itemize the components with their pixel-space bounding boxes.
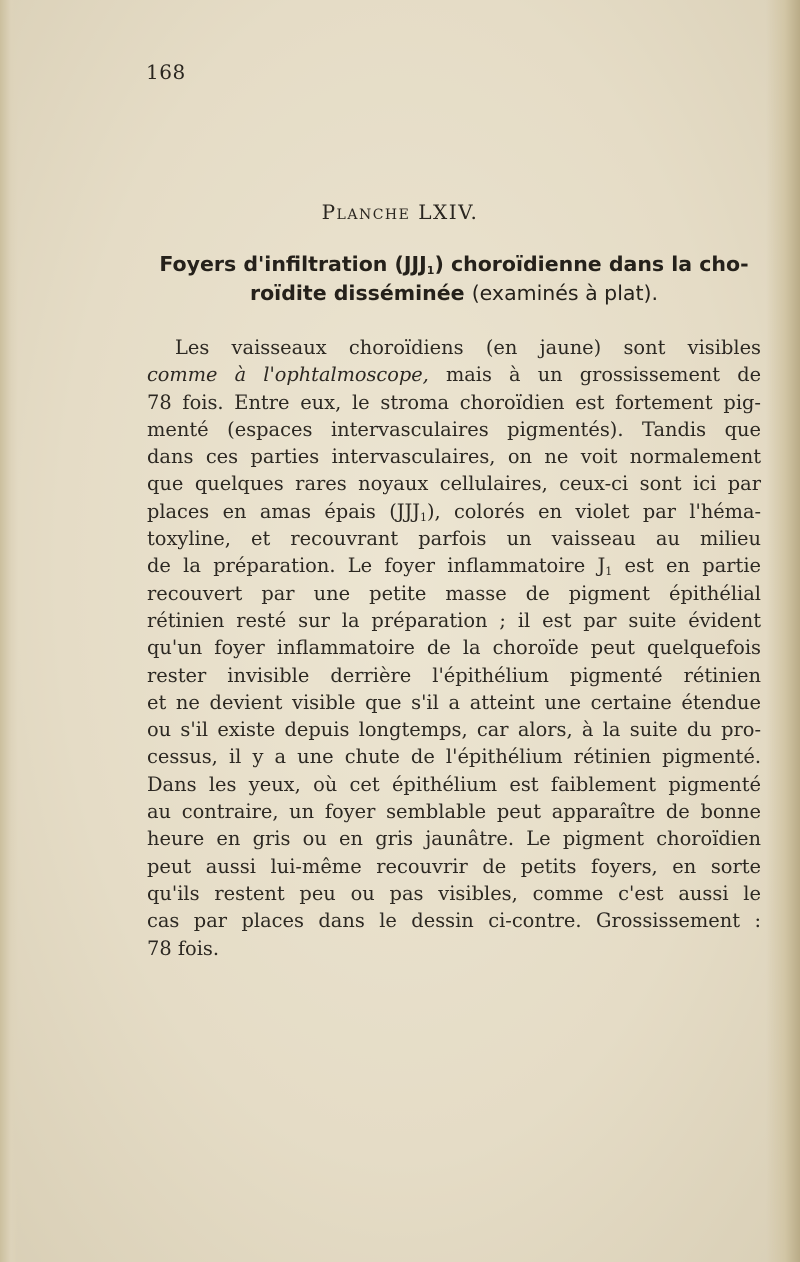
text-line <box>147 798 761 825</box>
text-run: qu'ils restent peu ou pas visibles, comme c'est aussi le <box>147 881 761 905</box>
text-run: heure en gris ou en gris jaunâtre. Le pigment choroïdien <box>147 827 761 851</box>
text-run: Dans les yeux, où cet épithélium est faiblement pigmenté <box>147 772 761 796</box>
text-run: au contraire, un foyer semblable peut apparaître de bonne <box>147 800 761 824</box>
text-line <box>147 716 761 743</box>
text-line <box>147 825 761 852</box>
text-run: recouvert par une petite masse de pigment épithélial <box>147 581 761 605</box>
text-line <box>147 607 761 634</box>
text-run: et ne devient visible que s'il a atteint une certaine étendue <box>147 690 761 714</box>
section-heading <box>148 250 760 308</box>
page-left-edge-shadow <box>0 0 18 1262</box>
text-line <box>147 771 761 798</box>
text-run: Les vaisseaux choroïdiens (en jaune) sont visibles <box>175 336 761 359</box>
italic-run: comme à l'ophtalmoscope, <box>147 363 429 387</box>
text-run: de la préparation. Le foyer inflammatoire J <box>147 554 606 578</box>
text-line <box>147 935 761 962</box>
text-line <box>147 416 761 443</box>
text-line <box>147 662 761 689</box>
heading-line-1 <box>148 250 760 279</box>
heading-subscript: 1 <box>426 264 435 277</box>
text-line <box>147 689 761 716</box>
text-line <box>147 634 761 661</box>
plate-title <box>0 200 800 224</box>
heading-line-2-normal: (examinés à plat). <box>471 281 658 305</box>
text-run: 78 fois. <box>147 936 220 960</box>
text-line <box>147 443 761 470</box>
text-line <box>147 880 761 907</box>
text-line <box>147 907 761 934</box>
text-run: qu'un foyer inflammatoire de la choroïde peut quelquefois <box>147 636 761 660</box>
subscript: 1 <box>605 565 613 579</box>
text-run: mais à un grossissement de <box>428 363 762 387</box>
text-line <box>147 334 761 361</box>
text-line <box>147 361 761 388</box>
text-line <box>147 525 761 552</box>
text-line <box>147 853 761 880</box>
text-line <box>147 580 761 607</box>
text-line <box>147 743 761 770</box>
text-run: 78 fois. Entre eux, le stroma choroïdien est fortement pig- <box>147 390 761 414</box>
plate-title-text: Planche LXIV. <box>321 200 479 224</box>
heading-line-1-end: ) choroïdienne dans la cho- <box>434 252 749 276</box>
text-run: cas par places dans le dessin ci-contre. Grossissement : <box>147 909 761 933</box>
text-line <box>147 470 761 497</box>
text-run: ), colorés en violet par l'héma- <box>426 499 761 523</box>
text-run: peut aussi lui-même recouvrir de petits foyers, en sorte <box>147 854 761 878</box>
text-run: places en amas épais (JJJ <box>147 499 420 523</box>
text-run: toxyline, et recouvrant parfois un vaisseau au milieu <box>147 527 761 551</box>
heading-line-1-start: Foyers d'infiltration (JJJ <box>159 252 427 276</box>
text-run: cessus, il y a une chute de l'épithélium rétinien pigmenté. <box>147 745 761 769</box>
text-run: dans ces parties intervasculaires, on ne voit normalement <box>147 445 761 469</box>
text-run: est en partie <box>612 554 761 578</box>
text-run: ou s'il existe depuis longtemps, car alors, à la suite du pro- <box>147 718 761 742</box>
text-line <box>147 498 761 525</box>
heading-line-2 <box>148 279 760 308</box>
body-paragraph <box>147 334 761 962</box>
text-run: menté (espaces intervasculaires pigmentés). Tandis que <box>147 417 761 441</box>
page-number: 168 <box>146 60 186 84</box>
subscript: 1 <box>419 510 427 524</box>
text-line <box>147 552 761 579</box>
heading-line-2-bold: roïdite disséminée <box>249 281 472 305</box>
text-line <box>147 389 761 416</box>
text-run: rester invisible derrière l'épithélium pigmenté rétinien <box>147 663 761 687</box>
text-run: que quelques rares noyaux cellulaires, ceux-ci sont ici par <box>147 472 761 496</box>
text-run: rétinien resté sur la préparation ; il est par suite évident <box>147 608 761 632</box>
page-right-edge-shadow <box>766 0 800 1262</box>
